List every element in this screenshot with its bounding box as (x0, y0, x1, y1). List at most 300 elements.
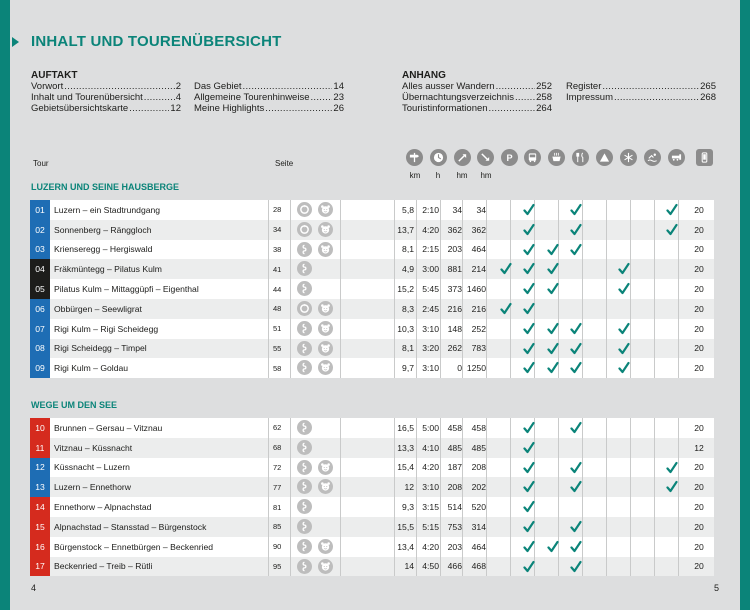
toc-anhang-col2 (566, 81, 716, 103)
column-divider (654, 358, 655, 378)
column-divider (606, 299, 607, 319)
column-divider (340, 438, 341, 458)
table-row[interactable] (30, 517, 714, 537)
checkmark-icon (523, 480, 535, 493)
column-divider (290, 517, 291, 537)
column-divider (268, 200, 269, 220)
tour-number-badge: 10 (30, 418, 50, 438)
table-row[interactable] (30, 537, 714, 557)
title-marker-icon (12, 37, 19, 47)
checkmark-icon (523, 243, 535, 256)
tour-up: 485 (447, 442, 462, 453)
column-divider (678, 339, 679, 359)
toc-entry[interactable] (194, 92, 344, 103)
column-divider (462, 240, 463, 260)
food-icon (572, 149, 589, 166)
column-divider (416, 458, 417, 478)
tour-number-badge: 02 (30, 220, 50, 240)
column-divider (630, 477, 631, 497)
tour-h: 4:20 (422, 224, 439, 235)
table-row[interactable] (30, 557, 714, 577)
checkmark-icon (570, 540, 582, 553)
checkmark-icon (666, 461, 678, 474)
family-icon (318, 341, 333, 356)
column-divider (462, 319, 463, 339)
tour-up: 514 (447, 502, 462, 513)
column-divider (416, 557, 417, 577)
tour-page: 58 (273, 363, 282, 373)
column-divider (582, 259, 583, 279)
family-icon (318, 460, 333, 475)
column-divider (416, 200, 417, 220)
family-icon (318, 242, 333, 257)
column-divider (510, 477, 511, 497)
column-divider (486, 358, 487, 378)
column-divider (486, 517, 487, 537)
tour-down: 214 (471, 264, 486, 275)
tour-last-value: 20 (694, 224, 704, 235)
table-row[interactable] (30, 339, 714, 359)
checkmark-icon (523, 500, 535, 513)
tour-km: 8,1 (402, 244, 414, 255)
column-divider (440, 220, 441, 240)
tour-km: 8,1 (402, 343, 414, 354)
column-divider (558, 438, 559, 458)
tour-up: 34 (452, 204, 462, 215)
column-divider (654, 497, 655, 517)
column-divider (440, 240, 441, 260)
checkmark-icon (523, 342, 535, 355)
tour-km: 12 (404, 482, 414, 493)
toc-entry-page: 264 (536, 103, 552, 114)
tour-up: 466 (447, 561, 462, 572)
checkmark-icon (570, 203, 582, 216)
column-divider (510, 458, 511, 478)
table-row[interactable] (30, 418, 714, 438)
table-row[interactable] (30, 259, 714, 279)
column-divider (630, 319, 631, 339)
column-divider (340, 358, 341, 378)
toc-entry[interactable] (402, 92, 552, 103)
tour-number-badge: 14 (30, 497, 50, 517)
column-divider (678, 438, 679, 458)
table-row[interactable] (30, 319, 714, 339)
parking-icon (501, 149, 518, 166)
checkmark-icon (500, 262, 512, 275)
column-divider (558, 200, 559, 220)
column-divider (486, 557, 487, 577)
checkmark-icon (570, 520, 582, 533)
tour-name: Brunnen – Gersau – Vitznau (54, 422, 163, 433)
checkmark-icon (666, 480, 678, 493)
column-divider (678, 299, 679, 319)
column-divider (678, 477, 679, 497)
column-divider (340, 557, 341, 577)
column-divider (678, 418, 679, 438)
checkmark-icon (666, 223, 678, 236)
column-divider (290, 438, 291, 458)
table-row[interactable] (30, 220, 714, 240)
column-divider (486, 259, 487, 279)
column-divider (462, 299, 463, 319)
table-row[interactable] (30, 438, 714, 458)
tour-up: 187 (447, 462, 462, 473)
column-divider (582, 339, 583, 359)
tour-page: 34 (273, 225, 282, 235)
column-divider (678, 259, 679, 279)
tour-up: 881 (447, 264, 462, 275)
column-divider (630, 497, 631, 517)
column-divider (462, 358, 463, 378)
family-icon (318, 202, 333, 217)
swimming-icon (644, 149, 661, 166)
tour-page: 62 (273, 423, 282, 433)
checkmark-icon (547, 342, 559, 355)
route-icon (297, 341, 312, 356)
column-divider (440, 458, 441, 478)
column-divider (486, 220, 487, 240)
toc-entry-page: 23 (333, 92, 344, 103)
toc-entry[interactable] (402, 81, 552, 92)
column-divider (582, 458, 583, 478)
toc-entry-page: 252 (536, 81, 552, 92)
column-divider (440, 517, 441, 537)
tour-h: 5:00 (422, 422, 439, 433)
tour-down: 314 (471, 521, 486, 532)
route-icon (297, 420, 312, 435)
round-trip-icon (297, 301, 312, 316)
column-divider (340, 537, 341, 557)
column-divider (510, 220, 511, 240)
tour-km: 14 (404, 561, 414, 572)
tour-last-value: 20 (694, 482, 704, 493)
clock-icon (430, 149, 447, 166)
column-divider (268, 458, 269, 478)
column-divider (462, 497, 463, 517)
train-icon (668, 149, 685, 166)
tour-h: 5:45 (422, 284, 439, 295)
tour-km: 9,3 (402, 502, 414, 513)
checkmark-icon (500, 302, 512, 315)
column-divider (440, 477, 441, 497)
tour-h: 4:10 (422, 442, 439, 453)
column-divider (340, 240, 341, 260)
tour-name: Rigi Kulm – Goldau (54, 363, 129, 374)
tour-h: 5:15 (422, 521, 439, 532)
checkmark-icon (666, 203, 678, 216)
toc-leader-dots (489, 103, 536, 114)
column-divider (416, 319, 417, 339)
toc-entry[interactable] (566, 92, 716, 103)
column-divider (558, 458, 559, 478)
toc-entry-page: 258 (536, 92, 552, 103)
toc-entry[interactable] (31, 103, 181, 114)
checkmark-icon (618, 282, 630, 295)
column-divider (606, 418, 607, 438)
toc-entry-label: Meine Highlights (194, 103, 265, 114)
table-row[interactable] (30, 240, 714, 260)
column-divider (630, 537, 631, 557)
column-divider (340, 319, 341, 339)
route-icon (297, 499, 312, 514)
tour-last-value: 20 (694, 541, 704, 552)
family-icon (318, 479, 333, 494)
toc-leader-dots (129, 103, 169, 114)
toc-entry-page: 4 (175, 92, 181, 103)
page-number-right: 5 (713, 583, 719, 593)
column-divider (630, 557, 631, 577)
column-divider (606, 259, 607, 279)
column-divider (416, 497, 417, 517)
checkmark-icon (547, 322, 559, 335)
tour-name: Rigi Scheidegg – Timpel (54, 343, 147, 354)
tour-number-badge: 12 (30, 458, 50, 478)
column-divider (510, 557, 511, 577)
tour-last-value: 20 (694, 264, 704, 275)
column-divider (582, 220, 583, 240)
section-title-see: WEGE UM DEN SEE (31, 400, 118, 410)
column-header-seite: Seite (275, 159, 294, 168)
toc-entry-label: Allgemeine Tourenhinweise (194, 92, 310, 103)
toc-entry-label: Vorwort (31, 81, 64, 92)
column-divider (462, 557, 463, 577)
column-divider (268, 299, 269, 319)
toc-entry-page: 265 (700, 81, 716, 92)
column-header-tour: Tour (33, 159, 49, 168)
column-divider (268, 517, 269, 537)
tour-number-badge: 11 (30, 438, 50, 458)
tour-down: 464 (471, 541, 486, 552)
tour-number-badge: 07 (30, 319, 50, 339)
tour-number-badge: 04 (30, 259, 50, 279)
tour-up: 753 (447, 521, 462, 532)
toc-entry-label: Alles ausser Wandern (402, 81, 495, 92)
column-divider (416, 259, 417, 279)
toc-entry[interactable] (31, 81, 181, 92)
checkmark-icon (547, 243, 559, 256)
tour-km: 5,8 (402, 204, 414, 215)
column-divider (606, 200, 607, 220)
ascent-icon (454, 149, 471, 166)
tour-h: 3:15 (422, 502, 439, 513)
tour-last-value: 20 (694, 323, 704, 334)
tour-up: 203 (447, 541, 462, 552)
toc-entry-label: Das Gebiet (194, 81, 242, 92)
toc-leader-dots (243, 81, 333, 92)
column-divider (416, 299, 417, 319)
column-divider (340, 299, 341, 319)
table-row[interactable] (30, 477, 714, 497)
column-divider (462, 418, 463, 438)
toc-leader-dots (515, 92, 535, 103)
column-divider (290, 339, 291, 359)
column-divider (654, 299, 655, 319)
checkmark-icon (523, 282, 535, 295)
column-divider (606, 438, 607, 458)
column-divider (268, 259, 269, 279)
tour-last-value: 20 (694, 462, 704, 473)
tour-name: Luzern – Ennethorw (54, 482, 131, 493)
family-icon (318, 539, 333, 554)
checkmark-icon (570, 361, 582, 374)
tour-last-value: 20 (694, 363, 704, 374)
column-divider (558, 517, 559, 537)
column-divider (582, 358, 583, 378)
column-divider (340, 418, 341, 438)
tour-page: 44 (273, 284, 282, 294)
tour-page: 55 (273, 343, 282, 353)
column-divider (678, 240, 679, 260)
toc-entry[interactable] (566, 81, 716, 92)
column-divider (268, 319, 269, 339)
tour-name: Pilatus Kulm – Mittaggüpfi – Eigenthal (54, 284, 199, 295)
column-divider (290, 200, 291, 220)
tour-name: Fräkmüntegg – Pilatus Kulm (54, 264, 162, 275)
tour-last-value: 20 (694, 422, 704, 433)
tour-down: 208 (471, 462, 486, 473)
tour-h: 3:10 (422, 363, 439, 374)
tour-number-badge: 13 (30, 477, 50, 497)
tour-name: Rigi Kulm – Rigi Scheidegg (54, 323, 159, 334)
checkmark-icon (523, 203, 535, 216)
tour-up: 373 (447, 284, 462, 295)
tour-down: 458 (471, 422, 486, 433)
page-number-left: 4 (31, 583, 37, 593)
tour-number-badge: 06 (30, 299, 50, 319)
route-icon (297, 559, 312, 574)
tour-h: 3:10 (422, 323, 439, 334)
tour-down: 468 (471, 561, 486, 572)
route-icon (297, 460, 312, 475)
tour-last-value: 20 (694, 343, 704, 354)
column-divider (416, 220, 417, 240)
mountain-icon (596, 149, 613, 166)
tour-km: 10,3 (397, 323, 414, 334)
column-divider (416, 240, 417, 260)
column-divider (654, 259, 655, 279)
toc-leader-dots (144, 92, 175, 103)
tour-last-value: 20 (694, 502, 704, 513)
column-divider (582, 537, 583, 557)
tour-h: 4:20 (422, 462, 439, 473)
checkmark-icon (547, 282, 559, 295)
checkmark-icon (523, 520, 535, 533)
section-title-hausberge: LUZERN UND SEINE HAUSBERGE (31, 182, 180, 192)
column-divider (290, 458, 291, 478)
column-divider (654, 200, 655, 220)
tour-h: 3:00 (422, 264, 439, 275)
tour-km: 15,5 (397, 521, 414, 532)
toc-entry-label: Impressum (566, 92, 613, 103)
table-row[interactable] (30, 358, 714, 378)
family-icon (318, 321, 333, 336)
toc-leader-dots (265, 103, 332, 114)
toc-entry[interactable] (194, 103, 344, 114)
column-divider (654, 438, 655, 458)
checkmark-icon (570, 322, 582, 335)
tour-last-value: 20 (694, 303, 704, 314)
table-row[interactable] (30, 200, 714, 220)
signpost-icon (406, 149, 423, 166)
toc-entry[interactable] (31, 92, 181, 103)
column-divider (582, 240, 583, 260)
column-divider (462, 279, 463, 299)
toc-entry-label: Gebietsübersichtskarte (31, 103, 129, 114)
column-divider (606, 477, 607, 497)
column-divider (654, 517, 655, 537)
column-divider (606, 458, 607, 478)
round-trip-icon (297, 222, 312, 237)
tour-page: 95 (273, 561, 282, 571)
column-divider (582, 438, 583, 458)
tour-km: 9,7 (402, 363, 414, 374)
column-divider (340, 517, 341, 537)
column-divider (268, 418, 269, 438)
column-divider (440, 339, 441, 359)
column-divider (630, 200, 631, 220)
column-divider (268, 339, 269, 359)
column-divider (268, 537, 269, 557)
column-divider (486, 497, 487, 517)
tour-down: 464 (471, 244, 486, 255)
column-divider (510, 339, 511, 359)
tour-last-value: 20 (694, 521, 704, 532)
column-divider (290, 557, 291, 577)
checkmark-icon (570, 342, 582, 355)
column-divider (630, 279, 631, 299)
column-divider (510, 418, 511, 438)
column-divider (486, 339, 487, 359)
checkmark-icon (570, 243, 582, 256)
column-divider (630, 438, 631, 458)
column-divider (678, 220, 679, 240)
family-icon (318, 559, 333, 574)
checkmark-icon (618, 322, 630, 335)
column-divider (582, 200, 583, 220)
column-divider (654, 220, 655, 240)
table-row[interactable] (30, 497, 714, 517)
tour-table-hausberge (30, 200, 714, 378)
checkmark-icon (570, 560, 582, 573)
route-icon (297, 519, 312, 534)
column-divider (630, 220, 631, 240)
toc-entry[interactable] (402, 103, 552, 114)
table-row[interactable] (30, 299, 714, 319)
unit-label: hm (456, 171, 468, 180)
column-divider (268, 279, 269, 299)
table-row[interactable] (30, 279, 714, 299)
column-divider (678, 537, 679, 557)
column-divider (678, 497, 679, 517)
tour-name: Sonnenberg – Ränggloch (54, 224, 152, 235)
checkmark-icon (523, 223, 535, 236)
column-divider (462, 458, 463, 478)
column-divider (440, 259, 441, 279)
table-row[interactable] (30, 458, 714, 478)
tour-h: 4:50 (422, 561, 439, 572)
tour-name: Alpnachstad – Stansstad – Bürgenstock (54, 521, 207, 532)
tour-number-badge: 08 (30, 339, 50, 359)
column-divider (606, 557, 607, 577)
checkmark-icon (547, 540, 559, 553)
column-divider (290, 358, 291, 378)
toc-entry[interactable] (194, 81, 344, 92)
route-icon (297, 539, 312, 554)
column-divider (416, 279, 417, 299)
tour-h: 2:45 (422, 303, 439, 314)
checkmark-icon (523, 560, 535, 573)
column-divider (582, 279, 583, 299)
